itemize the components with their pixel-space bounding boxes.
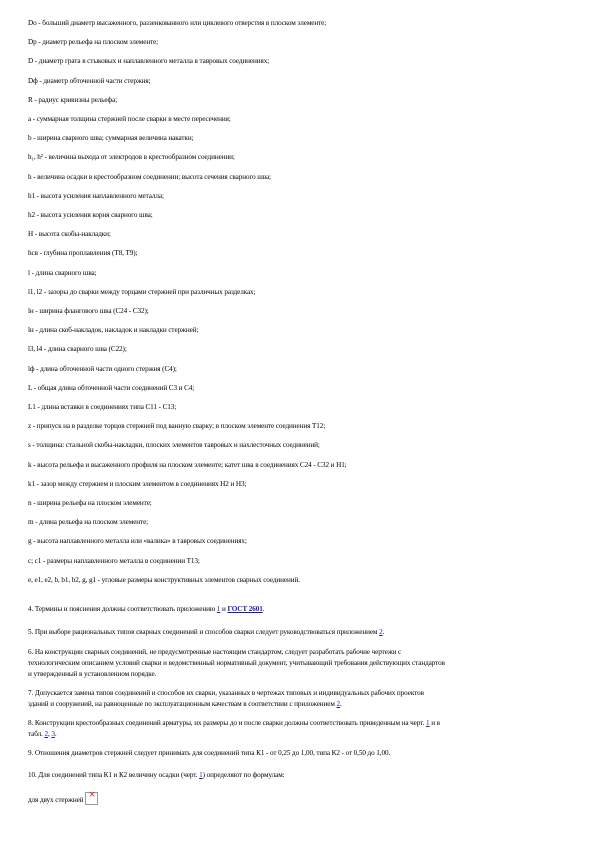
definition-item: z - припуск на в разделке торцов стержней под ванную сварку; в плоском элементе соединения Т12; [28, 422, 326, 431]
paragraph-5-text-end: . [382, 628, 385, 636]
definition-item: D - диаметр грата в стыковых и наплавленного металла в тавровых соединениях; [28, 57, 270, 66]
paragraph-4-text-mid: и [220, 605, 228, 613]
table-3-link[interactable]: 3 [51, 730, 55, 738]
definition-item: h - величина осадки в крестообразном соединении; высота сечения сварного шва; [28, 172, 271, 181]
definition-item: h₁, h² - величина выхода от электродов в крестообразном соединении; [28, 153, 235, 162]
paragraph-7-line-2 [28, 700, 576, 709]
definition-item: k - высота рельефа и высаженного профиля на плоском элементе; катет шва в соединениях С24 - С32 и Н1; [28, 460, 347, 469]
paragraph-4 [28, 605, 576, 614]
definition-item: h1 - высота усиления наплавленного металла; [28, 191, 164, 200]
paragraph-7-text-end: . [340, 700, 342, 708]
definition-item: m - длина рельефа на плоском элементе; [28, 518, 149, 527]
paragraph-4-text-end: . [262, 605, 265, 613]
paragraph-11 [28, 792, 576, 805]
definition-item: R - радиус кривизны рельефа; [28, 95, 118, 104]
paragraph-6-line-3: и утвержденный в установленном порядке. [28, 670, 157, 678]
paragraph-8-text: 8. Конструкции крестообразных соединений арматуры, их размеры до и после сварки должны соответствовать приведенным на черт. [28, 719, 427, 727]
definition-item: hсв - глубина проплавления (Т8, Т9); [28, 249, 138, 258]
paragraph-8-text-end: и в [429, 719, 440, 727]
definition-item: l1, l2 - зазоры до сварки между торцами стержней при различных разделках; [28, 287, 256, 296]
paragraph-5 [28, 628, 576, 637]
definition-item: k1 - зазор между стержнем и плоским элементом в соединениях Н2 и Н3; [28, 479, 247, 488]
definition-item: n - ширина рельефа на плоском элементе; [28, 499, 152, 507]
definition-item: lф - длина обточенной части одного стержня (С4); [28, 364, 177, 373]
paragraph-8-line-2 [28, 730, 576, 739]
paragraph-8-separator: , [47, 730, 52, 738]
definition-item: g - высота наплавленного металла или «валика» в тавровых соединениях; [28, 537, 247, 546]
appendix-1-link[interactable]: 1 [216, 605, 221, 613]
definition-item: e, e1, e2, b, b1, b2, g, g1 - угловые размеры конструктивных элементов сварных соединений. [28, 575, 300, 584]
paragraph-8-line-1 [28, 719, 576, 728]
gost-2601-link[interactable]: ГОСТ 2601 [227, 605, 263, 613]
definition-item: Dр - диаметр рельефа на плоском элементе; [28, 38, 159, 47]
definition-item: lн - ширина флангового шва (С24 - С32); [28, 307, 149, 315]
paragraph-6-line-1: 6. На конструкции сварных соединений, не предусмотренные настоящим стандартом, следует разработать рабочие чертежи с [28, 648, 402, 656]
definition-item: c; c1 - размеры наплавленного металла в соединении Т13; [28, 556, 200, 565]
drawing-1-link[interactable]: 1 [426, 719, 430, 727]
definition-item: L - общая длина обточенной части соединений С3 и С4; [28, 383, 195, 392]
paragraph-10 [28, 771, 576, 780]
paragraph-8-table-prefix: табл. [28, 730, 45, 738]
definition-item: s - толщина: стальной скобы-накладки, плоских элементов тавровых и нахлесточных соединений; [28, 441, 320, 450]
paragraph-4-text: 4. Термины и пояснения должны соответствовать приложению [28, 605, 217, 613]
appendix-2-link-b[interactable]: 2 [336, 700, 341, 708]
table-2-link[interactable]: 2 [44, 730, 48, 738]
paragraph-10-text: 10. Для соединений типа К1 и К2 величину осадки (черт. [28, 771, 200, 779]
paragraph-7-text: зданий и сооружений, на равноценные по эксплуатационным качествам в соответствии с приложением [28, 700, 337, 708]
definition-item: Dф - диаметр обточенной части стержня; [28, 76, 151, 85]
paragraph-6-line-2: технологическим описанием условий сварки и ведомственный нормативный документ, учитывающий требования действующих стандартов [28, 659, 445, 667]
paragraph-5-text: 5. При выборе рациональных типов сварных соединений и способов сварки следует руководствоваться приложением [28, 628, 380, 636]
appendix-2-link[interactable]: 2 [379, 628, 383, 636]
drawing-1-link-b[interactable]: 1 [199, 771, 203, 779]
paragraph-8-line2-end: . [54, 730, 57, 738]
definition-item: Dо - больший диаметр высаженного, раззенкованного или циклевого отверстия в плоском элементе; [28, 19, 327, 27]
definition-item: Н - высота скобы-накладки; [28, 230, 111, 239]
definition-item: L1 - длина вставки в соединениях типа С11 - С13; [28, 403, 177, 411]
definition-item: а - суммарная толщина стержней после сварки в месте пересечения; [28, 115, 231, 123]
paragraph-7-line-1: 7. Допускается замена типов соединений и способов их сварки, указанных в чертежах типовых и индивидуальных рабочих проектов [28, 689, 424, 697]
paragraph-10-text-end: ) определяют по формулам: [202, 771, 285, 779]
definition-item: h2 - высота усиления корня сварного шва; [28, 211, 153, 219]
broken-image-icon[interactable] [85, 792, 98, 805]
definition-item: l - длина сварного шва; [28, 268, 97, 277]
definition-item: b - ширина сварного шва; суммарная величина накатки; [28, 134, 194, 143]
paragraph-9: 9. Отношения диаметров стержней следует принимать для соединений типа К1 - от 0,25 до 1,00, типа К2 - от 0,50 до 1,00. [28, 749, 391, 757]
definition-item: lн - длина скоб-накладок, накладок и накладки стержней; [28, 326, 199, 335]
definition-item: l3, l4 - длина сварного шва (С22); [28, 345, 127, 354]
paragraph-11-text: для двух стержней [28, 796, 84, 804]
